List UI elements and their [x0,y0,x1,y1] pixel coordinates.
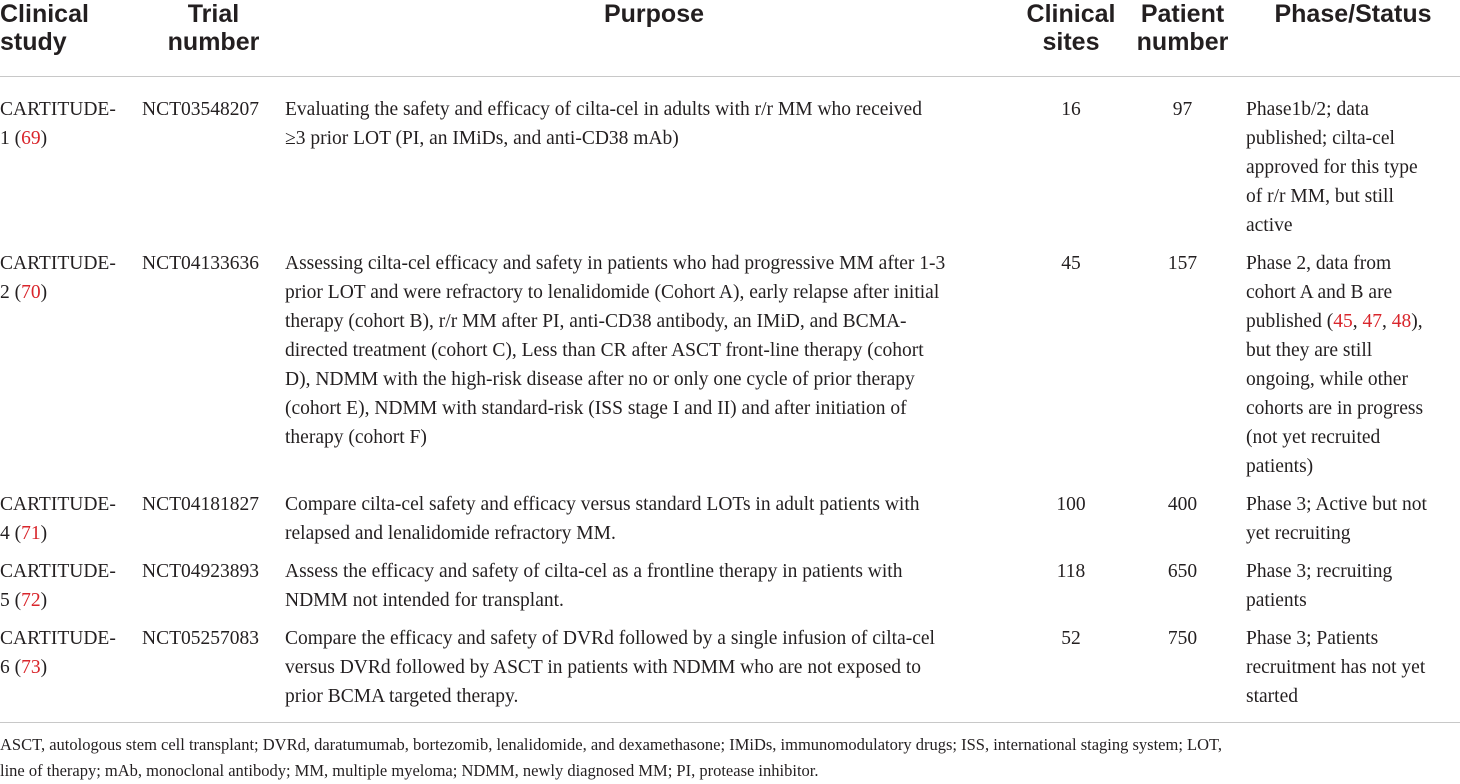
reference-link[interactable]: 71 [21,523,41,544]
table-row [0,240,1460,481]
header-patient-number: Patient number [1119,0,1246,77]
purpose-cell: Assessing cilta-cel efficacy and safety in patients who had progressive MM after 1-3 prior LOT and were refractory to lenalidomide (Cohort A), early relapse after initial therapy (cohort B), r/r MM after PI, anti-CD38 antibody, an IMiD, and BCMA- directed treatment (cohort C), Less than CR after ASCT front-line therapy (cohort D), NDMM with the high-risk disease after no or only one cycle of prior therapy (cohort E), NDMM with standard-risk (ISS stage I and II) and after initiation of therapy (cohort F) [285,253,946,448]
header-clinical-study: Clinical study [0,0,142,77]
patients-cell: 750 [1167,628,1198,649]
sites-cell: 118 [1056,561,1086,582]
sites-cell: 45 [1061,253,1081,274]
reference-link[interactable]: 72 [21,590,41,611]
table-row [0,548,1460,615]
purpose-cell: Evaluating the safety and efficacy of cilta-cel in adults with r/r MM who received ≥3 prior LOT (PI, an IMiDs, and anti-CD38 mAb) [285,99,922,149]
phase-cell: Phase 2, data from cohort A and B are published (45, 47, 48), but they are still ongoing, while other cohorts are in progress (not yet recruited patients) [1246,253,1424,477]
sites-cell: 52 [1061,628,1081,649]
purpose-cell: Assess the efficacy and safety of cilta-cel as a frontline therapy in patients with NDMM not intended for transplant. [285,561,903,611]
study-cell: CARTITUDE- 6 (73) [0,628,116,678]
trial-number-cell: NCT05257083 [142,628,259,649]
purpose-cell: Compare the efficacy and safety of DVRd followed by a single infusion of cilta-cel versus DVRd followed by ASCT in patients with NDMM who are not exposed to prior BCMA targeted therapy. [285,628,935,707]
table-row [0,481,1460,548]
reference-link[interactable]: 48 [1391,311,1412,332]
study-cell: CARTITUDE- 1 (69) [0,99,116,149]
header-clinical-sites: Clinical sites [1023,0,1119,77]
study-cell: CARTITUDE- 5 (72) [0,561,116,611]
phase-cell: Phase 3; Patients recruitment has not yet started [1246,628,1426,707]
sites-cell: 100 [1056,494,1086,515]
phase-cell: Phase 3; recruiting patients [1246,561,1393,611]
header-trial-number: Trial number [142,0,285,77]
table-footnote: ASCT, autologous stem cell transplant; DVRd, daratumumab, bortezomib, lenalidomide, and dexamethasone; IMiDs, immunomodulatory drugs; ISS, international staging system; LOT, line of therapy; mAb, monoclonal antibody; MM, multiple myeloma; NDMM, newly diagnosed MM; PI, protease inhibitor. [0,735,1223,780]
reference-link[interactable]: 45 [1333,311,1353,332]
trial-number-cell: NCT03548207 [142,99,259,120]
table-bottom-rule [0,722,1460,723]
purpose-cell: Compare cilta-cel safety and efficacy versus standard LOTs in adult patients with relapsed and lenalidomide refractory MM. [285,494,920,544]
table-row [0,615,1460,717]
header-purpose: Purpose [285,0,1023,77]
study-cell: CARTITUDE- 4 (71) [0,494,116,544]
patients-cell: 157 [1167,253,1198,274]
table-header [0,0,1460,77]
patients-cell: 400 [1167,494,1198,515]
study-cell: CARTITUDE- 2 (70) [0,253,116,303]
trial-number-cell: NCT04923893 [142,561,259,582]
reference-link[interactable]: 70 [21,282,41,303]
trial-number-cell: NCT04181827 [142,494,259,515]
trial-number-cell: NCT04133636 [142,253,259,274]
patients-cell: 650 [1167,561,1198,582]
phase-cell: Phase1b/2; data published; cilta-cel approved for this type of r/r MM, but still active [1246,99,1418,236]
reference-link[interactable]: 73 [21,657,41,678]
header-phase-status: Phase/Status [1246,0,1460,77]
patients-cell: 97 [1172,99,1193,120]
reference-link[interactable]: 69 [21,128,41,149]
sites-cell: 16 [1061,99,1081,120]
phase-cell: Phase 3; Active but not yet recruiting [1246,494,1427,544]
table-row [0,77,1460,241]
reference-link[interactable]: 47 [1362,311,1382,332]
